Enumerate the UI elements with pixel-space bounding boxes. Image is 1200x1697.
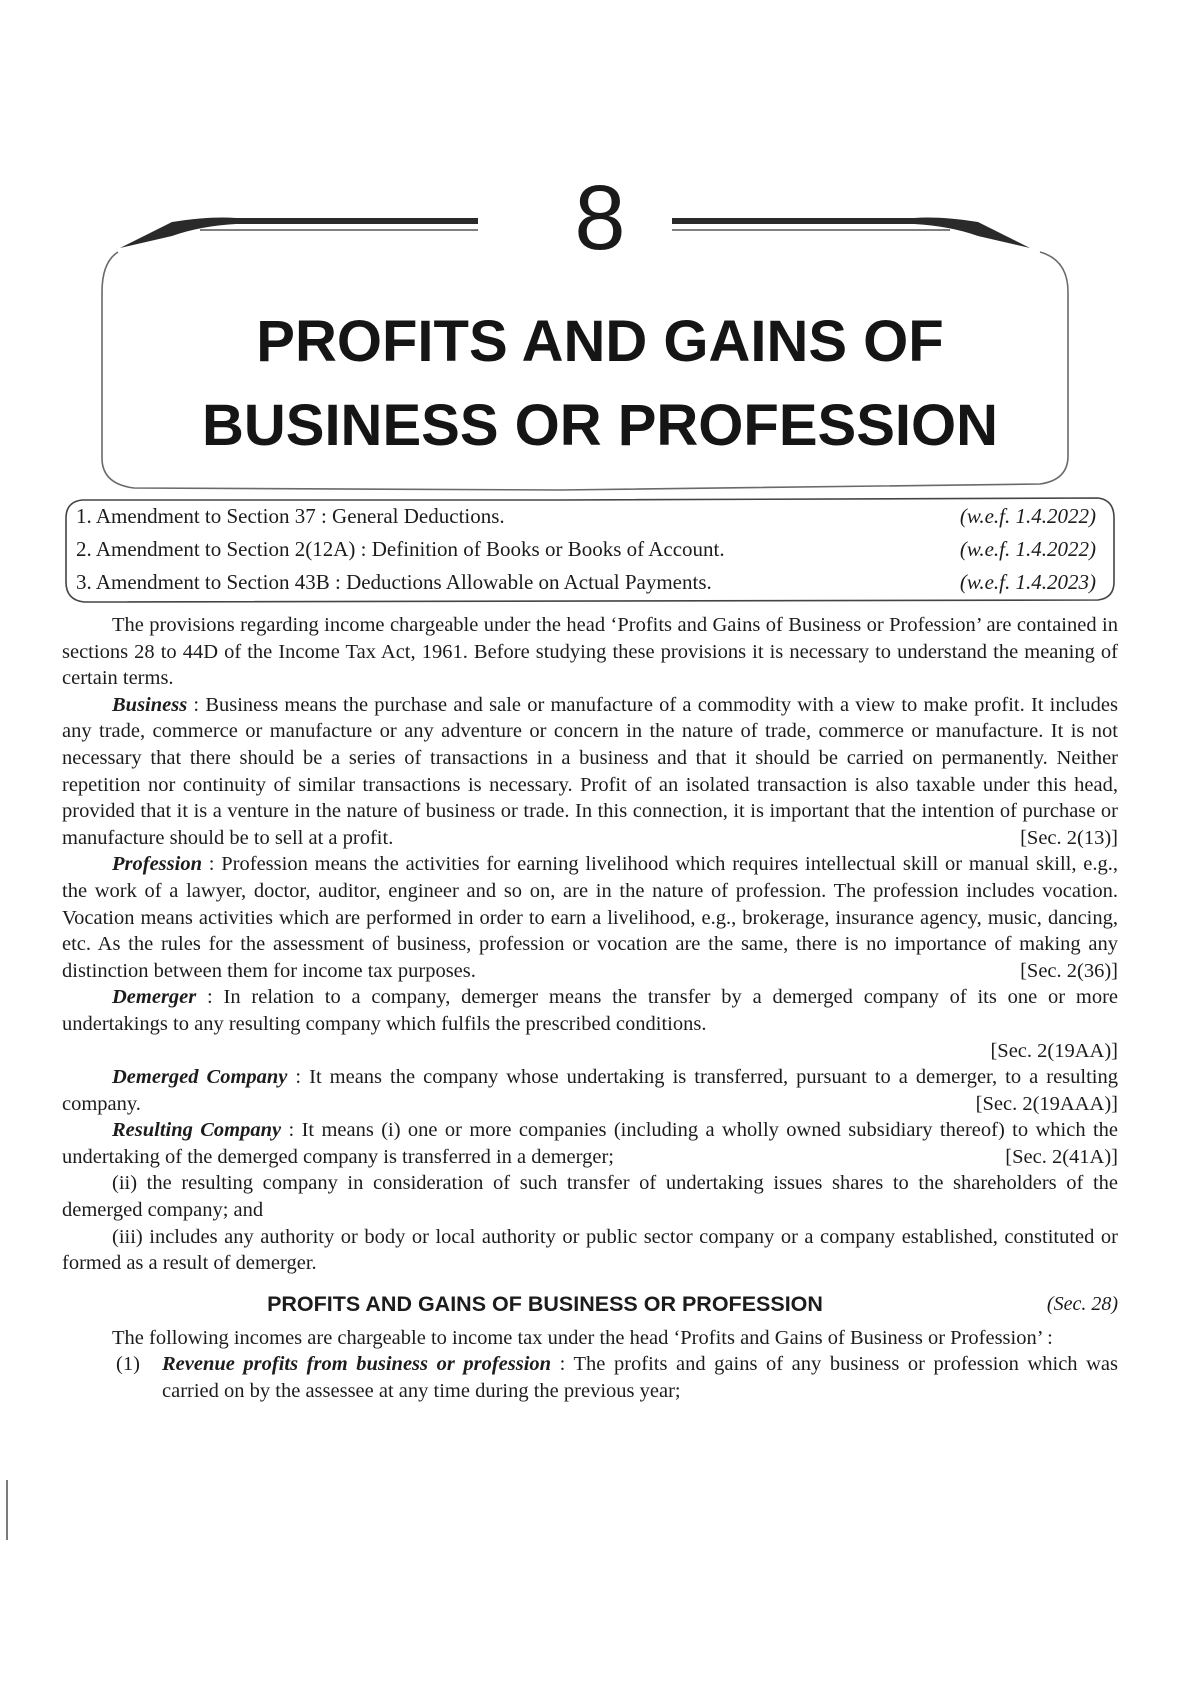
list-item-text: : The profits and gains of any business or profession which was carried on by the assessee at any time during the previous year; [162, 1353, 1118, 1403]
amendment-text: 2. Amendment to Section 2(12A) : Definition of Books or Books of Account. [76, 537, 725, 561]
section-intro: The following incomes are chargeable to income tax under the head ‘Profits and Gains of Business or Profession’ : [112, 1326, 1053, 1349]
term-label: Demerged Company [112, 1066, 288, 1089]
term-label: Profession [112, 853, 202, 876]
list-item [62, 1351, 1118, 1404]
definition-demerger [62, 984, 1118, 1064]
intro-paragraph: The provisions regarding income chargeable under the head ‘Profits and Gains of Business or Profession’ are contained in sections 28 to 44D of the Income Tax Act, 1961. Before studying these provisions it is necessary to understand the meaning of certain terms. [62, 614, 1118, 690]
definition-demerged-company [62, 1064, 1118, 1117]
amendment-item [76, 533, 1096, 565]
amendment-item [76, 500, 1096, 532]
term-label: Revenue profits from business or profession [162, 1353, 552, 1376]
section-reference: [Sec. 2(19AA)] [990, 1039, 1118, 1062]
section-reference: [Sec. 2(41A)] [1005, 1145, 1118, 1168]
amendment-wef: (w.e.f. 1.4.2022) [959, 537, 1096, 561]
section-reference: [Sec. 2(19AAA)] [975, 1092, 1118, 1115]
amendment-item [76, 566, 1096, 598]
chapter-title [110, 300, 1090, 468]
definition-text: : In relation to a company, demerger means the transfer by a demerged company of its one or more undertakings to any resulting company which fulfils the prescribed conditions. [62, 986, 1118, 1035]
amendment-wef: (w.e.f. 1.4.2022) [959, 504, 1096, 528]
section-heading [62, 1289, 1118, 1319]
chapter-title-line-1: PROFITS AND GAINS OF [256, 309, 944, 374]
section-number: (Sec. 28) [1046, 1292, 1118, 1315]
margin-mark [6, 1480, 8, 1540]
term-label: Resulting Company [112, 1119, 282, 1142]
definition-text: : It means the company whose undertaking is transferred, pursuant to a demerger, to a resulting company. [62, 1066, 1118, 1115]
amendment-text: 3. Amendment to Section 43B : Deductions Allowable on Actual Payments. [76, 570, 712, 594]
body-text [62, 612, 1118, 1405]
term-label: Demerger [112, 986, 197, 1009]
section-reference: [Sec. 2(36)] [1020, 959, 1118, 982]
amendment-text: 1. Amendment to Section 37 : General Deductions. [76, 504, 505, 528]
definition-resulting-company [62, 1117, 1118, 1170]
section-reference: [Sec. 2(13)] [1020, 826, 1118, 849]
definition-text: : Profession means the activities for earning livelihood which requires intellectual skill or manual skill, e.g., the work of a lawyer, doctor, auditor, engineer and so on, are in the nature of profession. The profession includes vocation. Vocation means activities which are performed in order to earn a livelihood, e.g., brokerage, insurance agency, music, dancing, etc. As the rules for the assessment of business, profession or vocation are the same, there is no importance of making any distinction between them for income tax purposes. [62, 853, 1118, 982]
section-heading-text: PROFITS AND GAINS OF BUSINESS OR PROFESSION [267, 1291, 823, 1316]
chapter-number: 8 [574, 167, 626, 269]
resulting-company-clause-ii: (ii) the resulting company in consideration of such transfer of undertaking issues shares to the shareholders of the demerged company; and [62, 1172, 1118, 1222]
term-label: Business [112, 693, 188, 716]
list-item-number: (1) [116, 1353, 140, 1376]
amendments-box [64, 496, 1116, 600]
resulting-company-clause-iii: (iii) includes any authority or body or local authority or public sector company or a company established, constituted or formed as a result of demerger. [62, 1225, 1118, 1275]
definition-text: : It means (i) one or more companies (including a wholly owned subsidiary thereof) to which the undertaking of the demerged company is transferred in a demerger; [62, 1119, 1118, 1168]
amendment-wef: (w.e.f. 1.4.2023) [959, 570, 1096, 594]
definition-profession [62, 851, 1118, 984]
definition-business [62, 692, 1118, 852]
definition-text: : Business means the purchase and sale or manufacture of a commodity with a view to make profit. It includes any trade, commerce or manufacture or any adventure or concern in the nature of trade, commerce or manufacture. It is not necessary that there should be a series of transactions in a business and that it should be carried on permanently. Neither repetition nor continuity of similar transactions is necessary. Profit of an isolated transaction is also taxable under this head, provided that it is a venture in the nature of business or trade. In this connection, it is important that the intention of purchase or manufacture should be to sell at a profit. [62, 693, 1118, 849]
chapter-title-line-2: BUSINESS OR PROFESSION [201, 393, 999, 458]
